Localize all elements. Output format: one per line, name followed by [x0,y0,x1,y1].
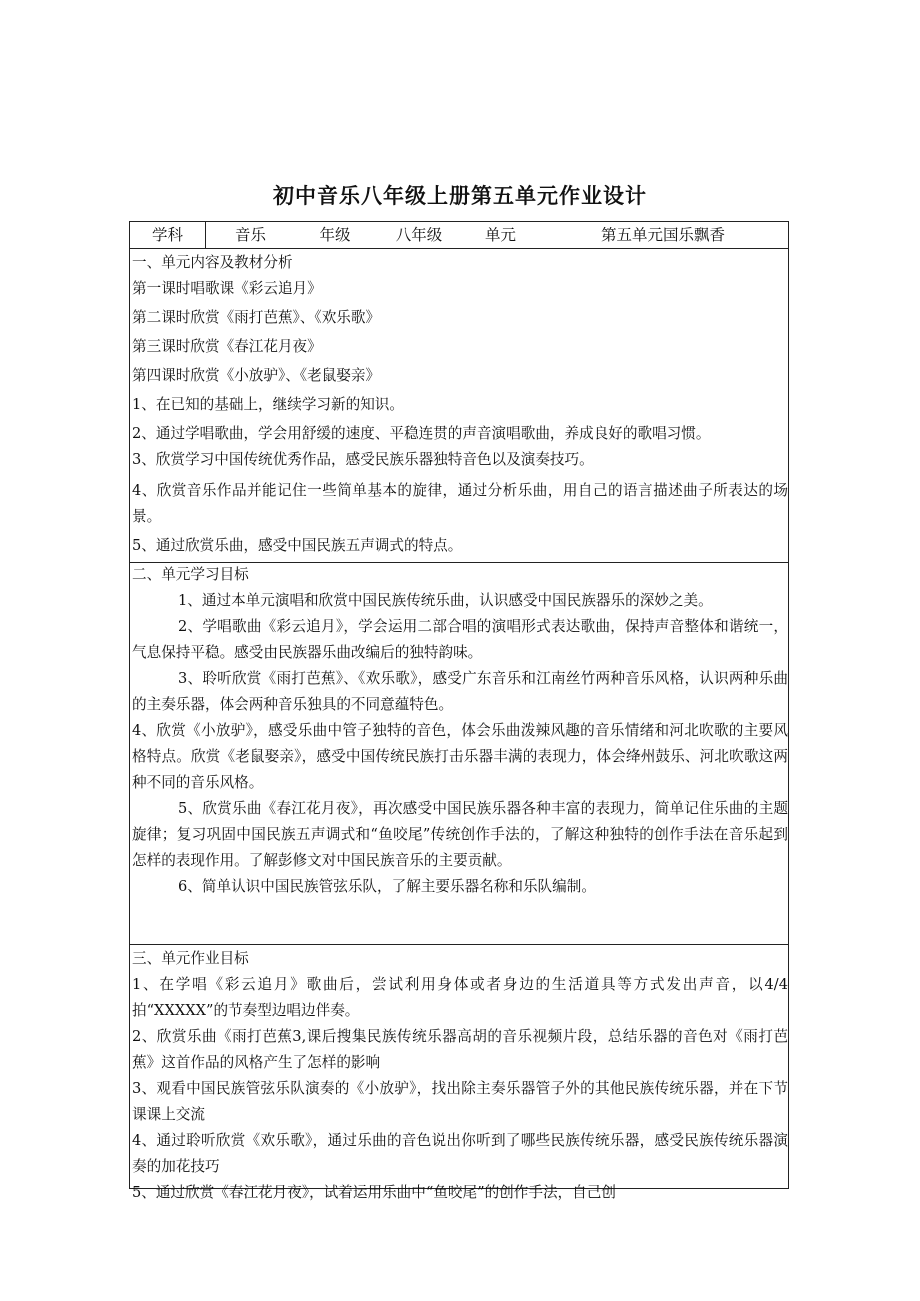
goal-item: 6、简单认识中国民族管弦乐队，了解主要乐器名称和乐队编制。 [178,878,596,895]
section-content-analysis [130,250,788,560]
goal-item: 1、通过本单元演唱和欣赏中国民族传统乐曲，认识感受中国民族器乐的深妙之美。 [178,592,713,609]
unit-value: 第五单元国乐飘香 [600,226,725,244]
section-heading: 一、单元内容及教材分析 [132,254,293,271]
grade-label: 年级 [319,226,351,244]
goal-item: 4、欣赏《小放驴》，感受乐曲中管子独特的音色，体会乐曲泼辣风趣的音乐情绪和河北吹歌的主要风格特点。欣赏《老鼠娶亲》，感受中国传统民族打击乐器丰满的表现力，体会绛州鼓乐、河北吹歌这两种不同的音乐风格。 [132,722,788,791]
section-assignment-goals [130,946,788,1201]
analysis-point: 4、欣赏音乐作品并能记住一些简单基本的旋律，通过分析乐曲，用自己的语言描述曲子所表达的场景。 [132,482,788,525]
assignment-item: 4、通过聆听欣赏《欢乐歌》，通过乐曲的音色说出你听到了哪些民族传统乐器，感受民族传统乐器演奏的加花技巧 [132,1132,788,1175]
lesson-item: 第一课时唱歌课《彩云追月》 [132,280,322,297]
page-title: 初中音乐八年级上册第五单元作业设计 [273,184,647,208]
section-heading: 二、单元学习目标 [132,566,249,583]
assignment-item: 1、在学唱《彩云追月》歌曲后，尝试利用身体或者身边的生活道具等方式发出声音，以4/4拍“XXXXX”的节奏型边唱边伴奏。 [132,976,788,1019]
section-learning-goals [130,562,788,952]
subject-value: 音乐 [234,226,266,244]
assignment-item: 3、观看中国民族管弦乐队演奏的《小放驴》，找出除主奏乐器管子外的其他民族传统乐器，并在下节课课上交流 [132,1080,788,1123]
lesson-item: 第二课时欣赏《雨打芭蕉》、《欢乐歌》 [132,309,381,326]
assignment-table [129,221,789,1201]
header-row [130,222,788,249]
analysis-point: 5、通过欣赏乐曲，感受中国民族五声调式的特点。 [132,537,463,554]
unit-label: 单元 [484,226,516,244]
assignment-item: 2、欣赏乐曲《雨打芭蕉3,课后搜集民族传统乐器高胡的音乐视频片段，总结乐器的音色对《雨打芭蕉》这首作品的风格产生了怎样的影响 [132,1028,788,1071]
assignment-item: 5、通过欣赏《春江花月夜》，试着运用乐曲中“鱼咬尾”的创作手法，自己创 [132,1184,616,1201]
analysis-point: 1、在已知的基础上，继续学习新的知识。 [132,396,404,413]
analysis-point: 3、欣赏学习中国传统优秀作品，感受民族乐器独特音色以及演奏技巧。 [132,451,594,468]
grade-value: 八年级 [395,226,443,244]
goal-item: 5、欣赏乐曲《春江花月夜》，再次感受中国民族乐器各种丰富的表现力，简单记住乐曲的主题旋律；复习巩固中国民族五声调式和“鱼咬尾”传统创作手法的，了解这种独特的创作手法在音乐起到怎样的表现作用。了解彭修文对中国民族音乐的主要贡献。 [132,800,788,869]
lesson-item: 第四课时欣赏《小放驴》、《老鼠娶亲》 [132,367,381,384]
goal-item: 2、学唱歌曲《彩云追月》，学会运用二部合唱的演唱形式表达歌曲，保持声音整体和谐统一，气息保持平稳。感受由民族器乐曲改编后的独特韵味。 [132,618,788,661]
goal-item: 3、聆听欣赏《雨打芭蕉》、《欢乐歌》，感受广东音乐和江南丝竹两种音乐风格，认识两种乐曲的主奏乐器，体会两种音乐独具的不同意蕴特色。 [132,670,788,713]
lesson-item: 第三课时欣赏《春江花月夜》 [132,338,322,355]
section-heading: 三、单元作业目标 [132,950,249,967]
analysis-point: 2、通过学唱歌曲，学会用舒缓的速度、平稳连贯的声音演唱歌曲，养成良好的歌唱习惯。 [132,425,711,442]
section-divider [130,944,788,945]
subject-label: 学科 [151,226,183,244]
